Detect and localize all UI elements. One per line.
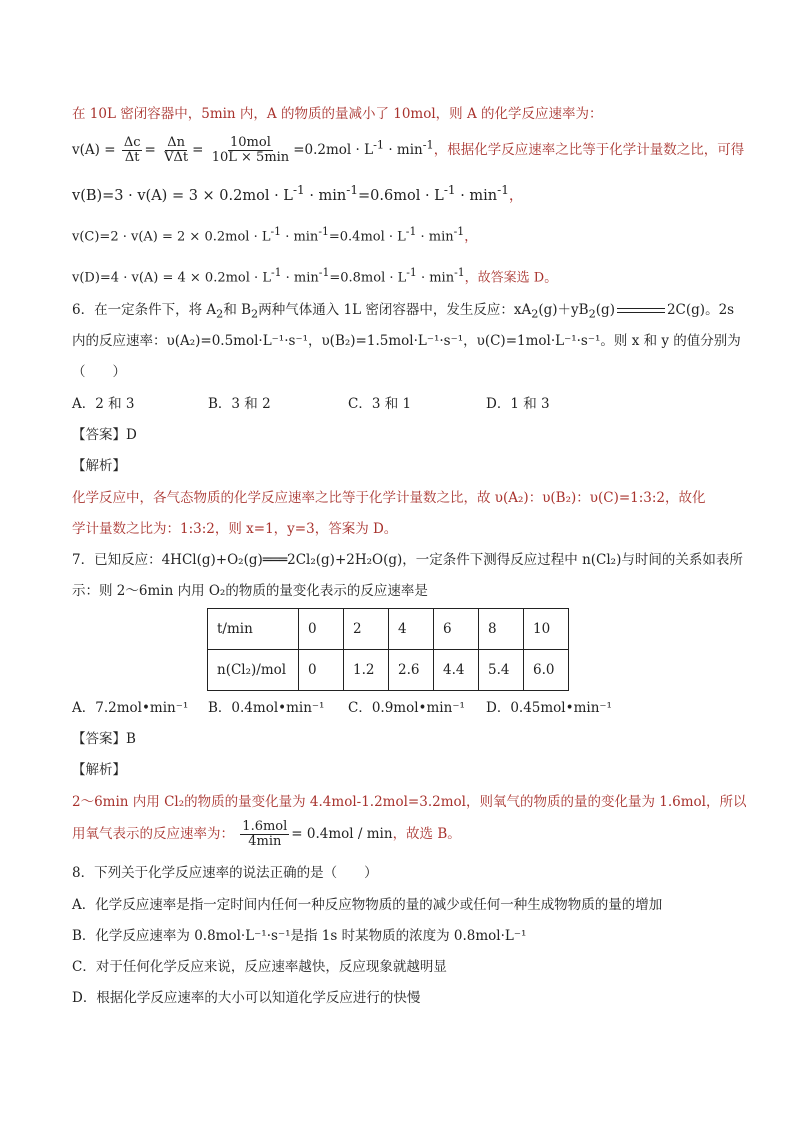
vc-line: v(C)=2 · v(A) = 2 × 0.2mol · L: [72, 229, 271, 245]
vc-end: ，: [464, 229, 478, 245]
table-cell: 0: [299, 609, 344, 650]
sup: -1: [318, 225, 329, 238]
table-cell: 10: [524, 609, 569, 650]
vb-mid: · min: [309, 187, 347, 204]
sup: -1: [406, 266, 417, 279]
frac-1-6mol-4min: [240, 820, 289, 849]
q7-stem-line2: 示：则 2～6min 内用 O₂的物质的量变化表示的反应速率是: [72, 583, 428, 599]
table-cell: 6: [434, 609, 479, 650]
q7-option-b[interactable]: B．0.4mol•min⁻¹: [208, 700, 325, 716]
q8-option-a[interactable]: A．化学反应速率是指一定时间内任何一种反应物物质的量的减少或任何一种生成物物质的量的增加: [72, 897, 663, 913]
q6-option-a[interactable]: A．2 和 3: [72, 396, 135, 412]
sub: 2: [531, 307, 539, 321]
sup: -1: [318, 266, 330, 279]
q6-option-c[interactable]: C．3 和 1: [348, 396, 412, 412]
frac-dc-dt: [122, 136, 143, 165]
va-text: ，根据化学反应速率之比等于化学计量数之比，可得: [433, 142, 745, 158]
q7-analysis-label: 【解析】: [72, 762, 126, 778]
q6-text: 和 B: [223, 302, 252, 318]
q6-text: (g): [595, 302, 615, 318]
sup: -1: [292, 183, 305, 197]
vb-line: v(B)=3 · v(A) = 3 × 0.2mol · L: [72, 187, 293, 204]
sub: 2: [251, 307, 259, 321]
sup: -1: [497, 183, 509, 197]
table-header-cell: n(Cl₂)/mol: [208, 650, 299, 691]
q8-option-d[interactable]: D．根据化学反应速率的大小可以知道化学反应进行的快慢: [72, 990, 421, 1006]
frac-num: 10mol: [230, 135, 271, 150]
q5-vd-line: [72, 264, 557, 287]
vd-line: v(D)=4 · v(A) = 4 × 0.2mol · L: [72, 270, 271, 286]
q6-stem-line1: [72, 301, 734, 324]
vd-eq: =0.8mol · L: [329, 270, 407, 286]
table-row: [208, 609, 569, 650]
sup: -1: [405, 225, 417, 238]
q5-vb-line: [72, 181, 523, 205]
sub: 2: [588, 307, 596, 321]
sup: -1: [373, 138, 385, 152]
q6-text: 6．在一定条件下，将 A: [72, 302, 217, 318]
q6-text: 2C(g)。2s: [666, 302, 735, 318]
sup: -1: [422, 138, 434, 152]
sup: -1: [270, 266, 282, 279]
q8-option-b[interactable]: B．化学反应速率为 0.8mol·L⁻¹·s⁻¹是指 1s 时某物质的浓度为 0.8mol·L⁻¹: [72, 928, 527, 944]
table-cell: 6.0: [524, 650, 569, 691]
vc-tail: · min: [420, 229, 454, 245]
q6-analysis-line1: 化学反应中，各气态物质的化学反应速率之比等于化学计量数之比，故 υ(A₂)：υ(B₂)：υ(C)=1:3:2，故化: [72, 490, 706, 506]
q6-answer: 【答案】D: [72, 427, 137, 443]
frac-num: Δn: [167, 135, 185, 150]
q7-analysis-line1: 2～6min 内用 Cl₂的物质的量变化量为 4.4mol-1.2mol=3.2mol，则氧气的物质的量的变化量为 1.6mol，所以: [72, 794, 747, 810]
vd-tail: · min: [420, 270, 455, 286]
table-cell: 4: [389, 609, 434, 650]
frac-num: Δc: [123, 135, 141, 150]
q7-analysis-text: 用氧气表示的反应速率为：: [72, 826, 234, 842]
frac-10mol: [210, 136, 291, 165]
sup: -1: [453, 225, 465, 238]
q5-intro: 在 10L 密闭容器中，5min 内，A 的物质的量减小了 10mol，则 A 的化学反应速率为：: [72, 106, 603, 122]
q6-paren: （ ）: [72, 364, 126, 380]
vc-eq: =0.4mol · L: [328, 229, 406, 245]
q7-analysis-result: = 0.4mol / min: [291, 826, 393, 842]
vb-end: ，: [508, 187, 524, 204]
cl2-time-table: [207, 608, 569, 691]
table-cell: 8: [479, 609, 524, 650]
frac-den: 4min: [248, 834, 282, 849]
vb-tail: · min: [460, 187, 498, 204]
frac-den: VΔt: [164, 150, 189, 165]
sub: 2: [216, 307, 224, 321]
q7-option-c[interactable]: C．0.9mol•min⁻¹: [348, 700, 465, 716]
q6-text: (g)＋yB: [538, 302, 589, 318]
table-cell: 2: [344, 609, 389, 650]
q6-text: 两种气体通入 1L 密闭容器中，发生反应：xA: [258, 302, 532, 318]
frac-den: 10L × 5min: [211, 150, 290, 165]
q7-analysis-end: ，故选 B。: [392, 826, 461, 842]
sup: -1: [270, 225, 282, 238]
q7-option-d[interactable]: D．0.45mol•min⁻¹: [486, 700, 612, 716]
sup: -1: [443, 183, 456, 197]
vb-eq: =0.6mol · L: [358, 187, 444, 204]
q7-stem-line1: 7．已知反应：4HCl(g)+O₂(g)═══2Cl₂(g)+2H₂O(g)，一定条件下测得反应过程中 n(Cl₂)与时间的关系如表所: [72, 552, 743, 568]
sup: -1: [454, 266, 465, 279]
q6-option-d[interactable]: D．1 和 3: [486, 396, 550, 412]
table-cell: 5.4: [479, 650, 524, 691]
sup: -1: [346, 183, 359, 197]
va-lhs: v(A) =: [72, 142, 116, 158]
q6-analysis-label: 【解析】: [72, 458, 126, 474]
table-cell: 4.4: [434, 650, 479, 691]
table-cell: 2.6: [389, 650, 434, 691]
q8-stem: 8．下列关于化学反应速率的说法正确的是（ ）: [72, 865, 378, 881]
q6-analysis-line2: 学计量数之比为：1:3:2，则 x=1，y=3，答案为 D。: [72, 521, 398, 537]
q7-answer: 【答案】B: [72, 731, 136, 747]
q5-vc-line: [72, 223, 477, 246]
table-cell: 0: [299, 650, 344, 691]
vd-end: ，故答案选 D。: [464, 270, 558, 286]
frac-den: Δt: [124, 150, 140, 165]
frac-dn-vdt: [162, 136, 190, 165]
table-row: [208, 650, 569, 691]
q6-stem-line2: 内的反应速率：υ(A₂)=0.5mol·L⁻¹·s⁻¹，υ(B₂)=1.5mol·L⁻¹·s⁻¹，υ(C)=1mol·L⁻¹·s⁻¹。则 x 和 y 的值分别为: [72, 333, 741, 349]
va-result: =0.2mol · L: [293, 142, 374, 158]
reversible-arrow-icon: [617, 307, 665, 315]
q5-va-formula: v(A) = $\frac{\Delta c}{\Delta t}$ = $\frac{\Delta n}{\text{VΔt}}$ = $\frac{\text{10mol}}{10L \times 5\min}$ $=0.2mol \cdot L^{-1} \cdot \min^{-1}$，根据化学反应速率之比等于化学计量数之比，可得: [72, 135, 745, 165]
q8-option-c[interactable]: C．对于任何化学反应来说，反应速率越快，反应现象就越明显: [72, 959, 447, 975]
q7-option-a[interactable]: A．7.2mol•min⁻¹: [72, 700, 189, 716]
table-header-cell: t/min: [208, 609, 299, 650]
table-cell: 1.2: [344, 650, 389, 691]
q7-analysis-line2: [72, 820, 461, 849]
vc-mid: · min: [285, 229, 319, 245]
va-units: · min: [388, 142, 423, 158]
frac-num: 1.6mol: [242, 819, 288, 834]
q6-option-b[interactable]: B．3 和 2: [208, 396, 271, 412]
vd-mid: · min: [285, 270, 319, 286]
